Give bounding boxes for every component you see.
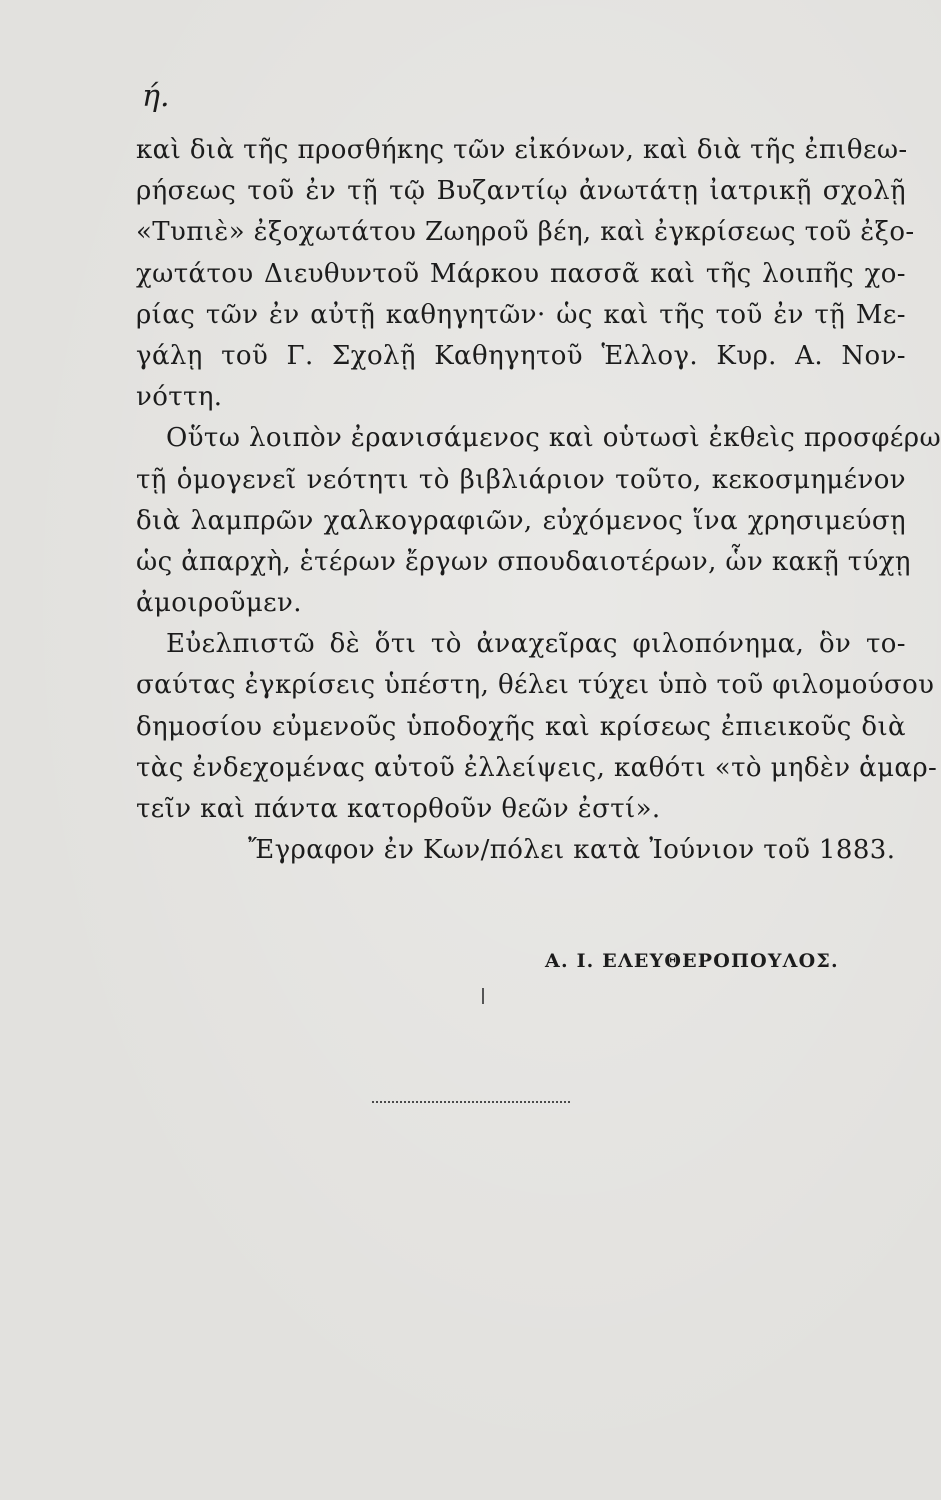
text-line: ρίας τῶν ἐν αὐτῇ καθηγητῶν· ὡς καὶ τῆς τοῦ ἐν τῇ Με- [136, 299, 906, 330]
text-line: «Τυπιὲ» ἐξοχωτάτου Ζωηροῦ βέη, καὶ ἐγκρίσεως τοῦ ἐξο- [136, 217, 915, 248]
text-line: σαύτας ἐγκρίσεις ὑπέστη, θέλει τύχει ὑπὸ τοῦ φιλομούσου [136, 670, 935, 701]
text-line: τὰς ἐνδεχομένας αὐτοῦ ἐλλείψεις, καθότι «τὸ μηδὲν ἁμαρ- [136, 752, 938, 783]
paragraph-start: Εὐελπιστῶ δὲ ὅτι τὸ ἀναχεῖρας φιλοπόνημα, ὃν το- [166, 629, 906, 660]
text-line: καὶ διὰ τῆς προσθήκης τῶν εἰκόνων, καὶ διὰ τῆς ἐπιθεω- [136, 135, 908, 165]
ink-mark [482, 988, 484, 1004]
page-number: ή. [142, 79, 170, 114]
text-line: χωτάτου Διευθυντοῦ Μάρκου πασσᾶ καὶ τῆς λοιπῆς χο- [136, 258, 906, 289]
text-line: ὡς ἀπαρχὴ, ἑτέρων ἔργων σπουδαιοτέρων, ὧν κακῇ τύχῃ [136, 546, 911, 577]
text-line: διὰ λαμπρῶν χαλκογραφιῶν, εὐχόμενος ἵνα χρησιμεύσῃ [136, 505, 906, 536]
dateline: Ἔγραφον ἐν Κων/πόλει κατὰ Ἰούνιον τοῦ 1883. [248, 835, 896, 866]
signature: Α. Ι. ΕΛΕΥΘΕΡΟΠΟΥΛΟΣ. [545, 950, 839, 972]
paragraph-start: Οὕτω λοιπὸν ἐρανισάμενος καὶ οὑτωσὶ ἐκθεὶς προσφέρω [166, 423, 941, 454]
text-line: νόττη. [136, 382, 223, 413]
text-line: τῇ ὁμογενεῖ νεότητι τὸ βιβλιάριον τοῦτο, κεκοσμημένον [136, 464, 906, 495]
text-line: δημοσίου εὐμενοῦς ὑποδοχῆς καὶ κρίσεως ἐπιεικοῦς διὰ [136, 711, 906, 742]
body-text [136, 130, 941, 871]
dotted-rule [372, 1101, 570, 1103]
text-line: ἀμοιροῦμεν. [136, 588, 302, 619]
text-line: τεῖν καὶ πάντα κατορθοῦν θεῶν ἐστί». [136, 794, 661, 824]
text-line: γάλῃ τοῦ Γ. Σχολῇ Καθηγητοῦ Ἑλλογ. Κυρ. Α. Νον- [136, 340, 906, 371]
text-line: ρήσεως τοῦ ἐν τῇ τῷ Βυζαντίῳ ἀνωτάτῃ ἰατρικῇ σχολῇ [136, 176, 906, 207]
